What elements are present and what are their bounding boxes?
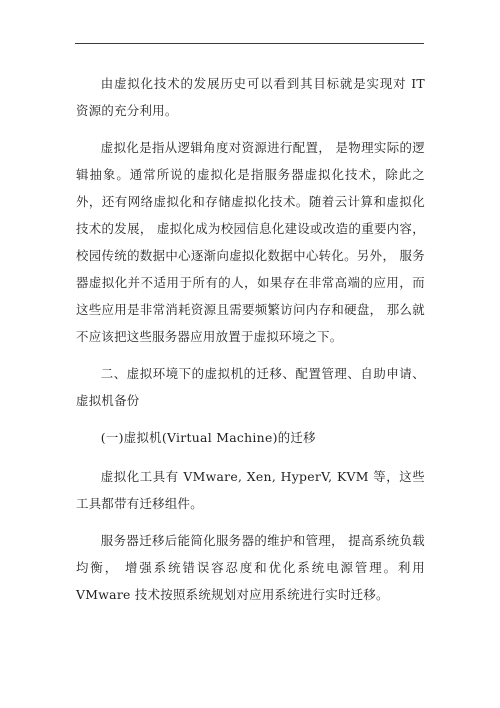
section-heading-vm-migration-management: 二、虚拟环境下的虚拟机的迁移、配置管理、自助申请、虚拟机备份 xyxy=(76,366,425,408)
subsection-heading-vm-migration: (一)虚拟机(Virtual Machine)的迁移 xyxy=(100,430,316,445)
header-rule xyxy=(75,43,424,44)
document-body xyxy=(76,70,425,618)
paragraph-virtualization-tools: 虚拟化工具有 VMware, Xen, HyperV, KVM 等，这些工具都带有迁移组件。 xyxy=(76,469,425,511)
paragraph-it-resource-goal: 由虚拟化技术的发展历史可以看到其目标就是实现对 IT 资源的充分利用。 xyxy=(76,76,425,118)
paragraph-server-migration-benefits: 服务器迁移后能简化服务器的维护和管理， 提高系统负载均衡， 增强系统错误容忍度和优化系统电源管理。利用 VMware 技术按照系统规划对应用系统进行实时迁移。 xyxy=(76,533,425,602)
paragraph-virtualization-definition: 虚拟化是指从逻辑角度对资源进行配置， 是物理实际的逻辑抽象。通常所说的虚拟化是指服务器虚拟化技术，除此之外，还有网络虚拟化和存储虚拟化技术。随着云计算和虚拟化技术的发展， 虚拟化成为校园信息化建设或改造的重要内容， 校园传统的数据中心逐渐向虚拟化数据中心转化。另外， 服务器虚拟化并不适用于所有的人，如果存在非常高端的应用，而这些应用是非常消耗资源且需要频繁访问内存和硬盘， 那么就不应该把这些服务器应用放置于虚拟环境之下。 xyxy=(76,140,425,344)
